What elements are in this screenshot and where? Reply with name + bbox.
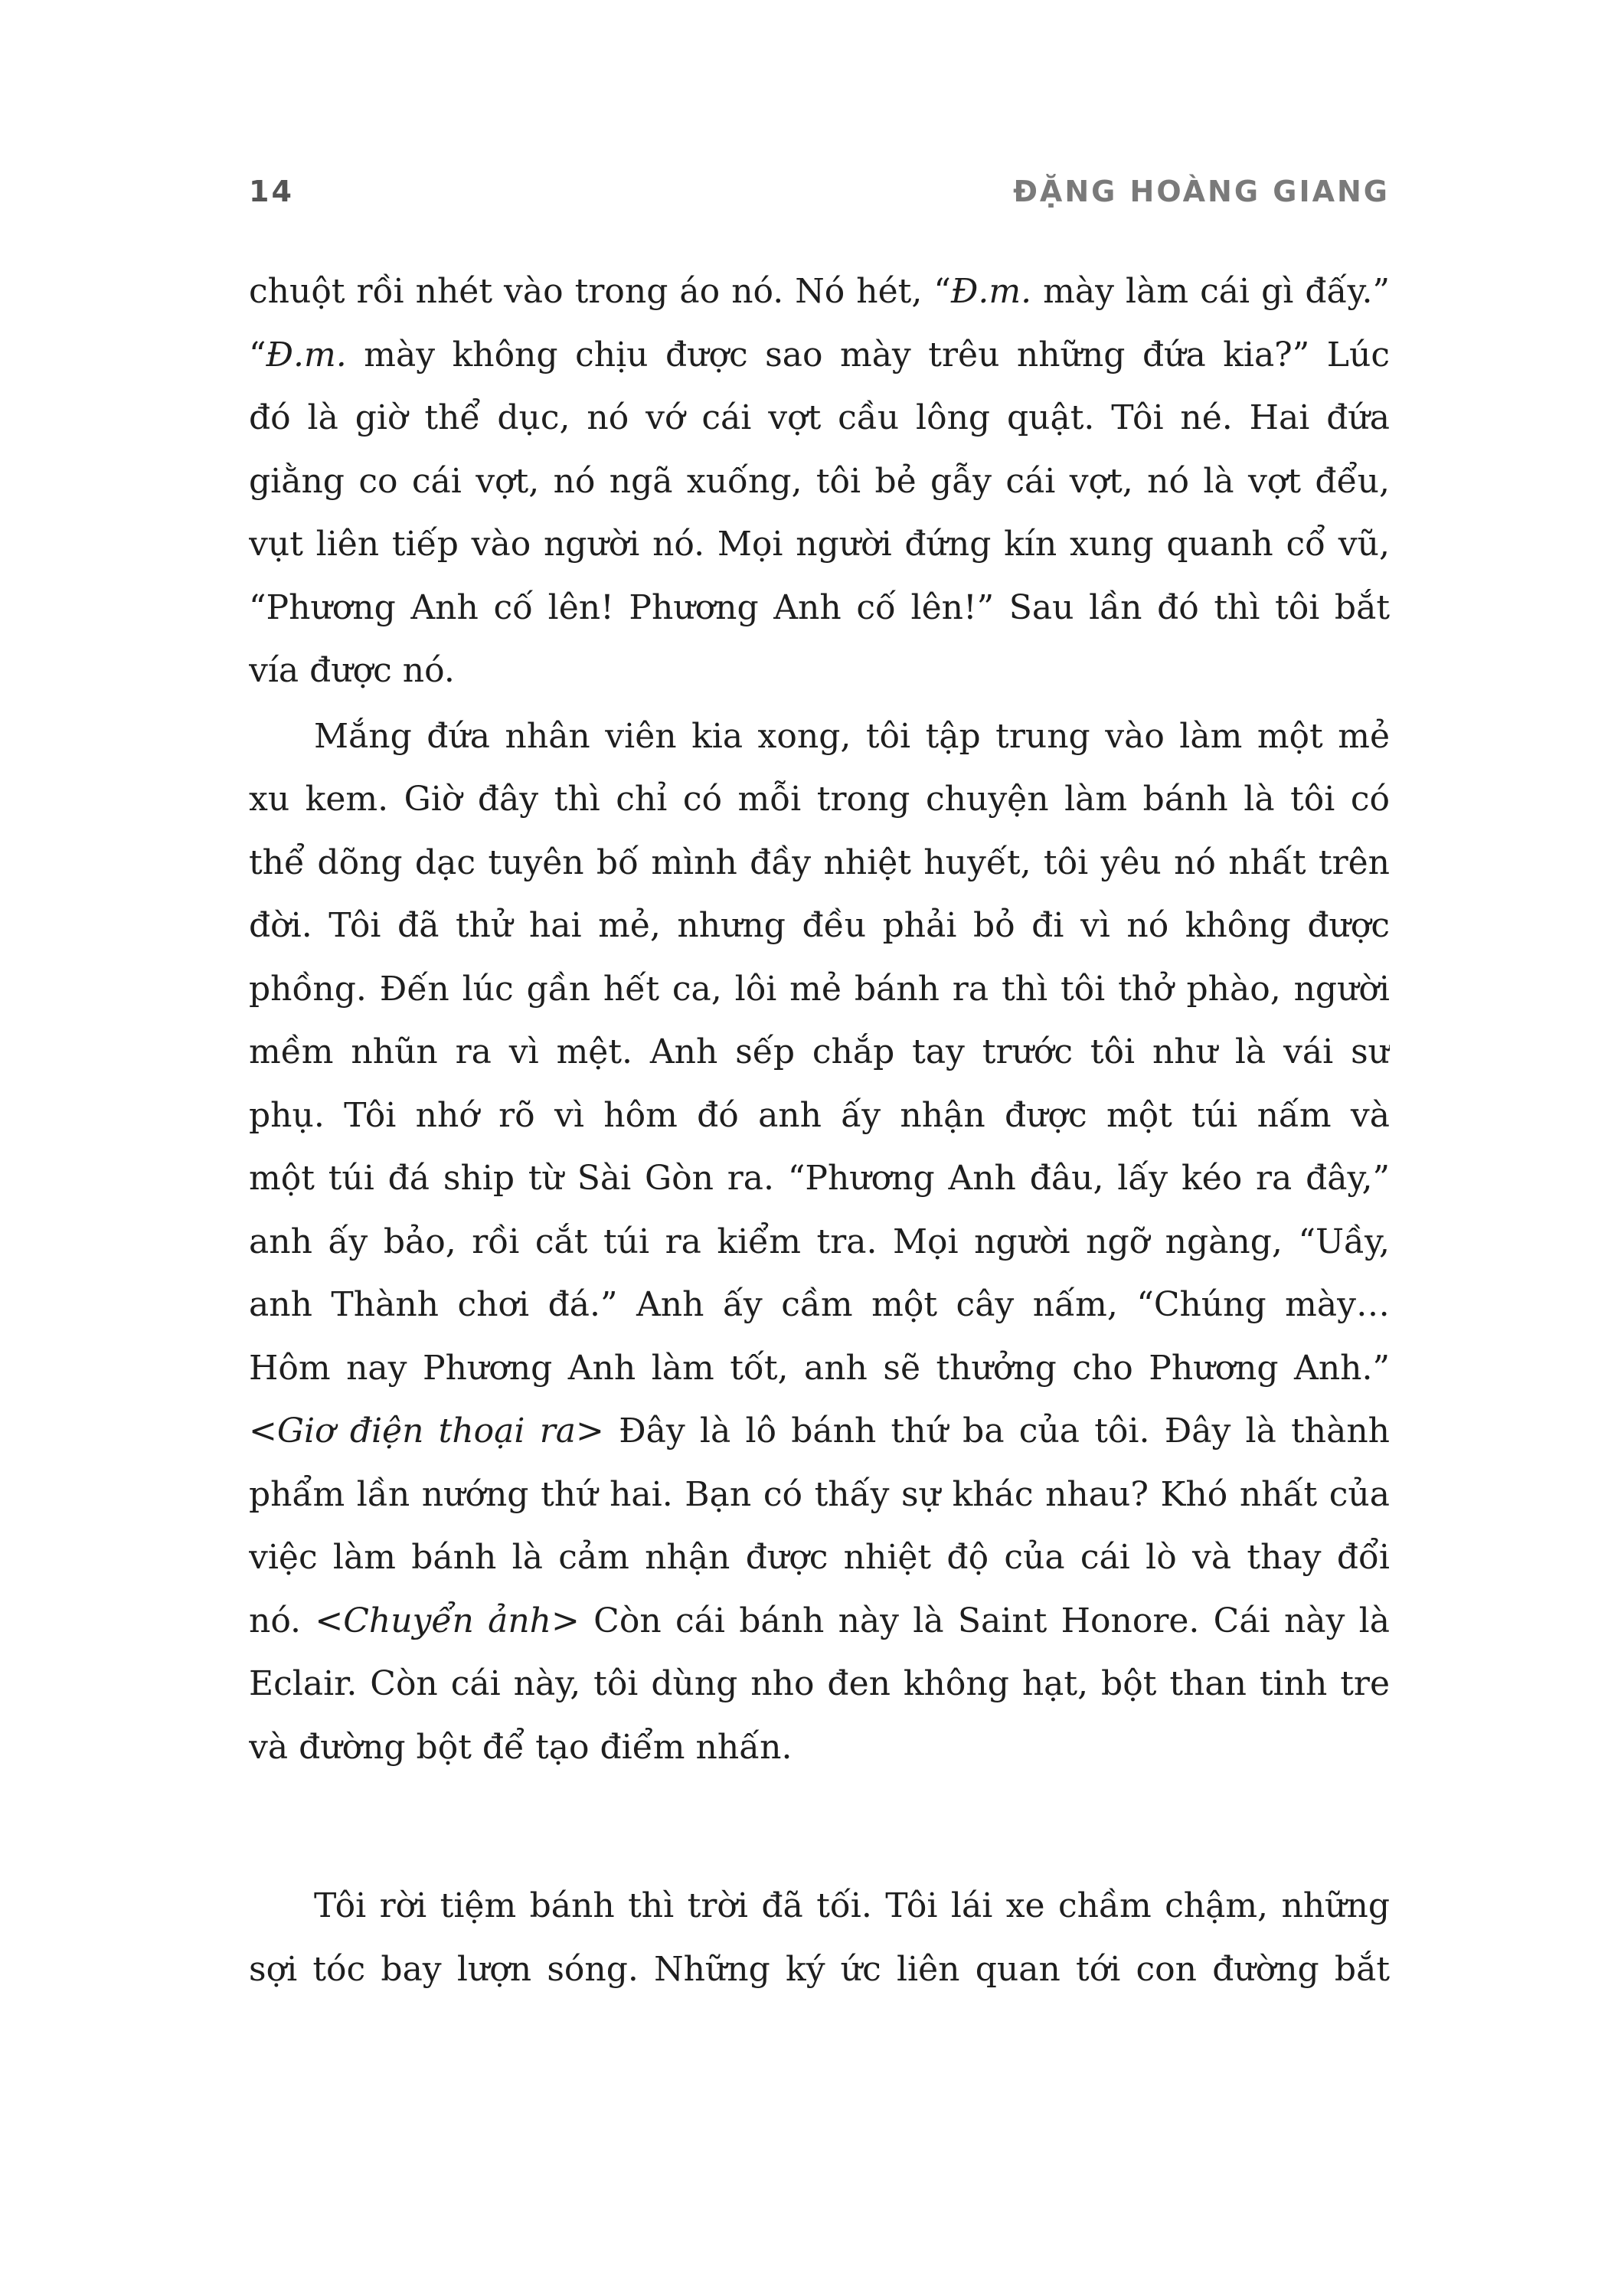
author-name: ĐẶNG HOÀNG GIANG [1013,175,1390,208]
paragraph-3 [249,1875,1390,2001]
italic-text: Đ.m. [266,335,347,374]
text-line: anh Thành chơi đá.” Anh ấy cầm một cây nấm, “Chúng mày… [249,1285,1390,1324]
text-line: giằng co cái vợt, nó ngã xuống, tôi bẻ gẫy cái vợt, nó là vợt đểu, [249,461,1390,501]
text-line: đời. Tôi đã thử hai mẻ, nhưng đều phải bỏ đi vì nó không được [249,906,1390,945]
italic-text: Đ.m. [950,272,1032,311]
italic-text: Giơ điện thoại ra [276,1411,576,1451]
text-line: “Phương Anh cố lên! Phương Anh cố lên!” Sau lần đó thì tôi bắt [249,587,1390,627]
body-text [249,260,1390,2001]
running-header [249,175,1390,213]
text-line: phụ. Tôi nhớ rõ vì hôm đó anh ấy nhận được một túi nấm và [249,1095,1390,1135]
italic-text: Chuyển ảnh [343,1601,552,1640]
text-line: Eclair. Còn cái này, tôi dùng nho đen không hạt, bột than tinh tre [249,1664,1390,1703]
text-line: nó. <Chuyển ảnh> Còn cái bánh này là Saint Honore. Cái này là [249,1601,1390,1640]
text-line: Tôi rời tiệm bánh thì trời đã tối. Tôi lái xe chầm chậm, những [314,1886,1390,1925]
text-line: đó là giờ thể dục, nó vớ cái vợt cầu lông quật. Tôi né. Hai đứa [249,398,1390,437]
section-break [249,1779,1390,1875]
text-line: xu kem. Giờ đây thì chỉ có mỗi trong chuyện làm bánh là tôi có [249,780,1390,819]
paragraph-1 [249,260,1390,703]
text-line: phồng. Đến lúc gần hết ca, lôi mẻ bánh ra thì tôi thở phào, người [249,969,1390,1009]
text-line: một túi đá ship từ Sài Gòn ra. “Phương Anh đâu, lấy kéo ra đây,” [249,1159,1390,1198]
text-line: <Giơ điện thoại ra> Đây là lô bánh thứ ba của tôi. Đây là thành [249,1411,1390,1451]
text-line: phẩm lần nướng thứ hai. Bạn có thấy sự khác nhau? Khó nhất của [249,1474,1390,1514]
text-line: vụt liên tiếp vào người nó. Mọi người đứng kín xung quanh cổ vũ, [249,525,1390,564]
paragraph-2 [249,705,1390,1780]
text-line: Hôm nay Phương Anh làm tốt, anh sẽ thưởng cho Phương Anh.” [249,1348,1390,1388]
text-line: Mắng đứa nhân viên kia xong, tôi tập trung vào làm một mẻ [314,716,1390,756]
text-line: chuột rồi nhét vào trong áo nó. Nó hét, “Đ.m. mày làm cái gì đấy.” [249,272,1390,311]
text-line: vía được nó. [249,651,455,690]
text-line: thể dõng dạc tuyên bố mình đầy nhiệt huyết, tôi yêu nó nhất trên [249,842,1390,882]
text-line: mềm nhũn ra vì mệt. Anh sếp chắp tay trước tôi như là vái sư [249,1032,1390,1071]
text-line: “Đ.m. mày không chịu được sao mày trêu những đứa kia?” Lúc [249,335,1390,374]
text-line: anh ấy bảo, rồi cắt túi ra kiểm tra. Mọi người ngỡ ngàng, “Uầy, [249,1222,1390,1261]
text-line: việc làm bánh là cảm nhận được nhiệt độ của cái lò và thay đổi [249,1538,1390,1577]
text-line: và đường bột để tạo điểm nhấn. [249,1727,793,1767]
page-number: 14 [249,175,294,208]
text-line: sợi tóc bay lượn sóng. Những ký ức liên quan tới con đường bắt [249,1949,1390,1989]
